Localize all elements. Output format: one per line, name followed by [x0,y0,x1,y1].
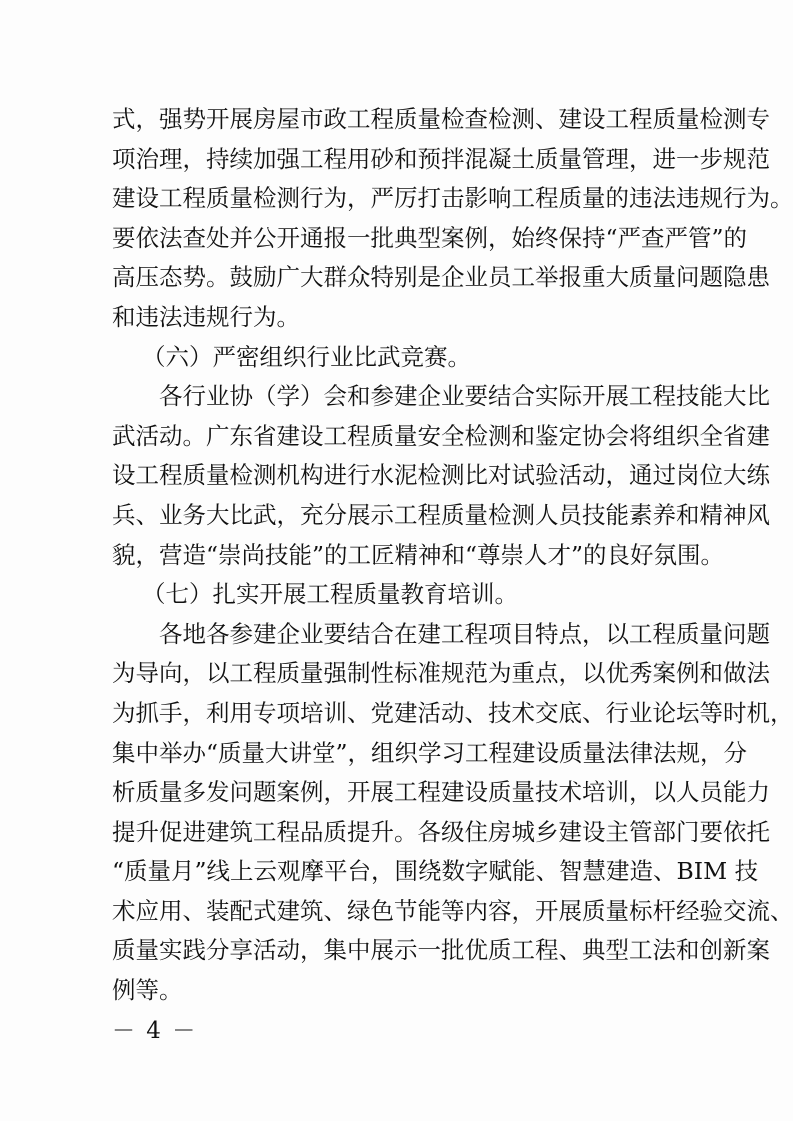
text-line-10: 设工程质量检测机构进行水泥检测比对试验活动，通过岗位大练 [112,461,770,490]
document-body [112,100,793,1011]
text-line-2: 项治理，持续加强工程用砂和预拌混凝土质量管理，进一步规范 [112,144,770,173]
text-line-12: 貌，营造“崇尚技能”的工匠精神和“尊崇人才”的良好氛围。 [112,540,725,569]
text-line-1: 式，强势开展房屋市政工程质量检查检测、建设工程质量检测专 [112,105,770,133]
text-line-18: 析质量多发问题案例，开展工程建设质量技术培训，以人员能力 [112,778,770,807]
text-line-15: 为导向，以工程质量强制性标准规范为重点，以优秀案例和做法 [112,659,770,688]
text-line-4: 要依法查处并公开通报一批典型案例，始终保持“严查严管”的 [112,223,748,252]
text-line-23: 例等。 [112,976,183,1005]
text-line-14: 各地各参建企业要结合在建工程项目特点，以工程质量问题 [159,619,770,648]
text-line-17: 集中举办“质量大讲堂”，组织学习工程建设质量法律法规，分 [112,738,748,767]
text-line-19: 提升促进建筑工程品质提升。各级住房城乡建设主管部门要依托 [112,817,770,846]
text-line-20: “质量月”线上云观摩平台，围绕数字赋能、智慧建造、BIM 技 [112,857,759,886]
text-line-3: 建设工程质量检测行为，严厉打击影响工程质量的违法违规行为。 [112,184,793,213]
page-number: － 4 － [112,1018,198,1044]
text-line-6: 和违法违规行为。 [112,302,300,331]
section-heading-7: （七）扎实开展工程质量教育培训。 [142,580,518,609]
text-line-8: 各行业协（学）会和参建企业要结合实际开展工程技能大比 [159,382,770,411]
text-line-5: 高压态势。鼓励广大群众特别是企业员工举报重大质量问题隐患 [112,263,770,292]
text-line-11: 兵、业务大比武，充分展示工程质量检测人员技能素养和精神风 [112,500,770,529]
text-line-21: 术应用、装配式建筑、绿色节能等内容，开展质量标杆经验交流、 [112,896,793,925]
text-line-16: 为抓手，利用专项培训、党建活动、技术交底、行业论坛等时机， [112,698,793,727]
text-line-9: 武活动。广东省建设工程质量安全检测和鉴定协会将组织全省建 [112,421,770,450]
text-line-22: 质量实践分享活动，集中展示一批优质工程、典型工法和创新案 [112,936,770,965]
section-heading-6: （六）严密组织行业比武竞赛。 [142,342,471,371]
